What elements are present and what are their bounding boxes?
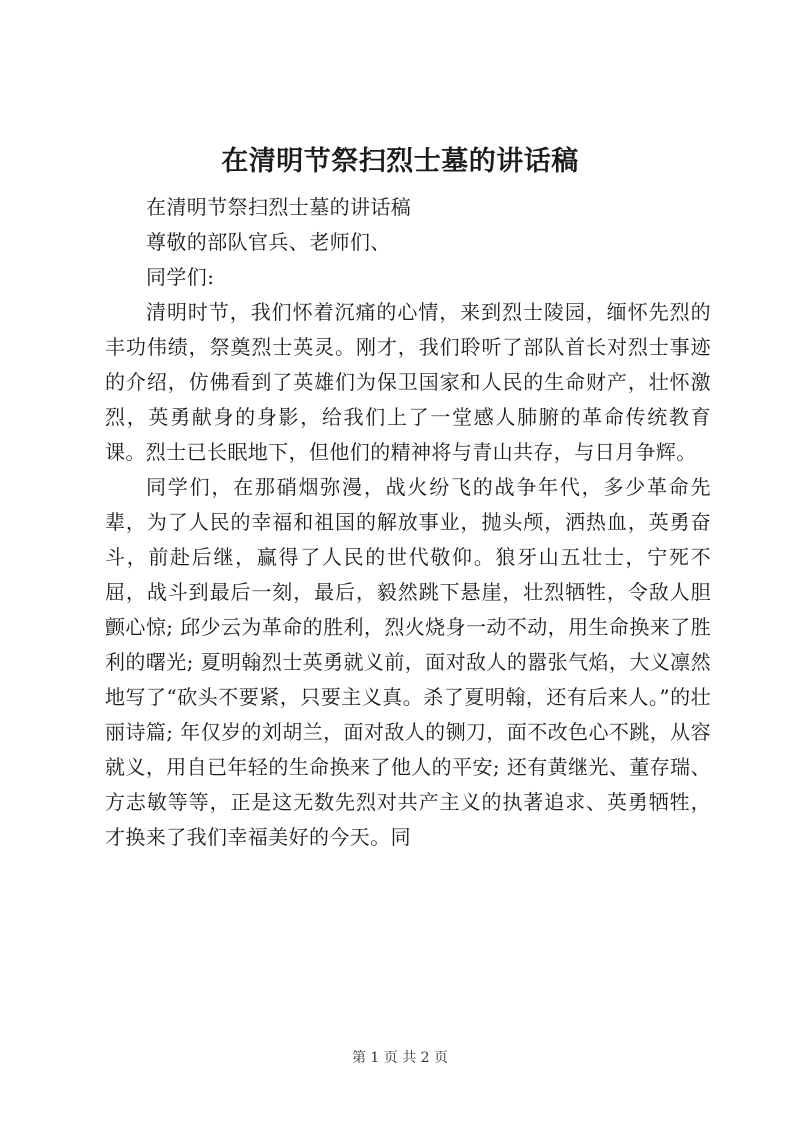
paragraph-salutation: 尊敬的部队官兵、老师们、 — [146, 230, 391, 254]
paragraph-body: 同学们，在那硝烟弥漫，战火纷飞的战争年代，多少革命先辈，为了人民的幸福和祖国的解放事业，抛头颅，洒热血，英勇奋斗，前赴后继，赢得了人民的世代敬仰。狼牙山五壮士，宁死不屈，战斗到最后一刻，最后，毅然跳下悬崖，壮烈牺牲，令敌人胆颤心惊; 邱少云为革命的胜利，烈火烧身一动不动，用生命换来了胜利的曙光; 夏明翰烈士英勇就义前，面对敌人的嚣张气焰，大义凛然地写了“砍头不要紧，只要主义真。杀了夏明翰，还有后来人。”的壮丽诗篇; 年仅岁的刘胡兰，面对敌人的铡刀，面不改色心不跳，从容就义，用自已年轻的生命换来了他人的平安; 还有黄继光、董存瑞、方志敏等等，正是这无数先烈对共产主义的执著追求、英勇牺牲，才换来了我们幸福美好的今天。同 — [105, 475, 711, 849]
document-title: 在清明节祭扫烈士墓的讲话稿 — [221, 146, 579, 177]
paragraph-salutation-continued: 同学们: — [146, 265, 215, 289]
document-body — [105, 190, 711, 855]
paragraph-body: 清明时节，我们怀着沉痛的心情，来到烈士陵园，缅怀先烈的丰功伟绩，祭奠烈士英灵。刚才，我们聆听了部队首长对烈士事迹的介绍，仿佛看到了英雄们为保卫国家和人民的生命财产，壮怀激烈，英勇献身的身影，给我们上了一堂感人肺腑的革命传统教育课。烈士已长眠地下，但他们的精神将与青山共存，与日月争辉。 — [105, 300, 711, 464]
page-number-footer: 第 1 页 共 2 页 — [351, 1050, 449, 1066]
paragraph-subtitle: 在清明节祭扫烈士墓的讲话稿 — [146, 195, 412, 219]
